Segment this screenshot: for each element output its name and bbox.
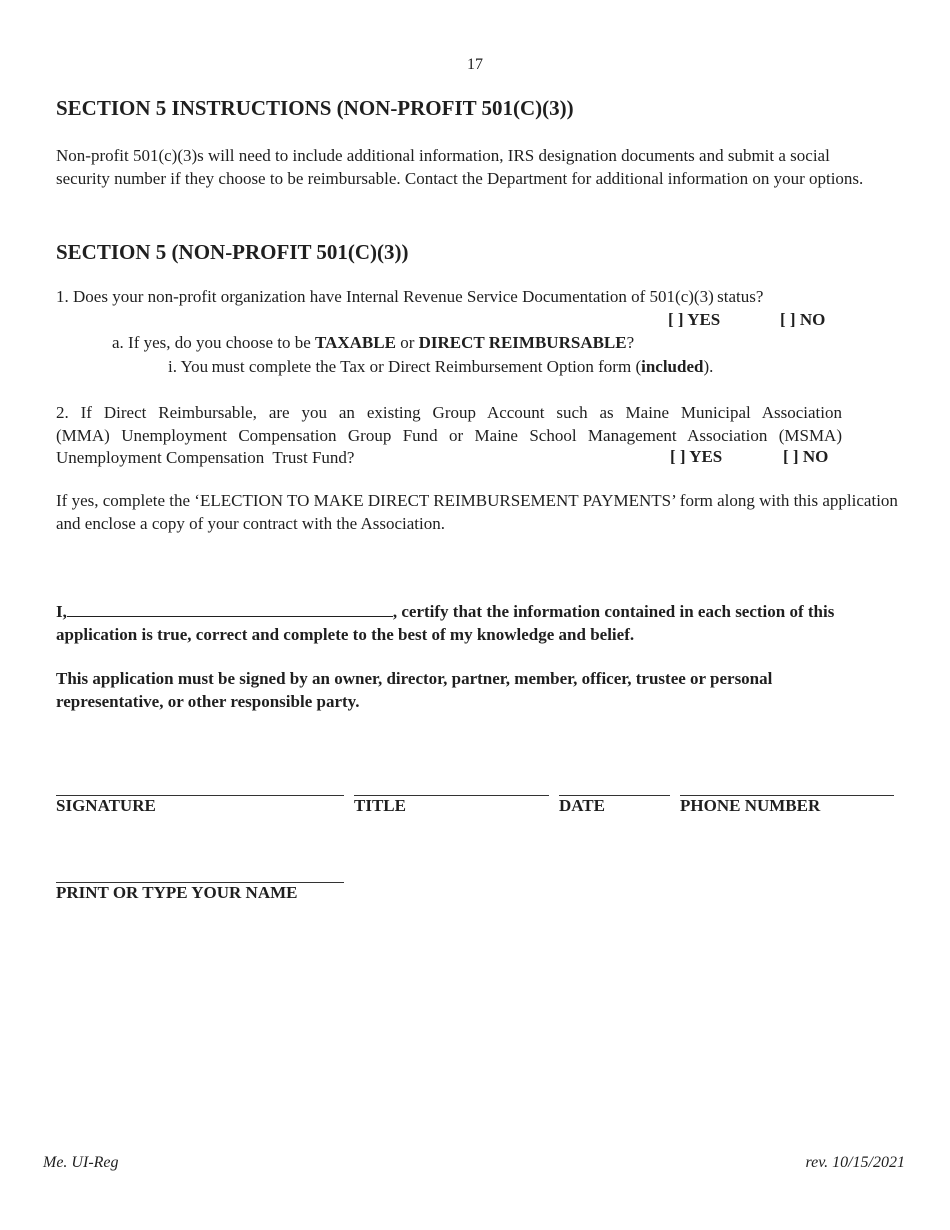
signature-label: SIGNATURE (56, 796, 156, 815)
q1-no-option[interactable]: [ ] NO (780, 310, 826, 329)
section-title: SECTION 5 (NON-PROFIT 501(C)(3)) (56, 240, 409, 264)
q1-yes-option[interactable]: [ ] YES (668, 310, 721, 329)
q1a-suffix: ? (626, 333, 635, 352)
phone-number-label: PHONE NUMBER (680, 796, 821, 815)
signer-note: This application must be signed by an owner, director, partner, member, officer, trustee or personal representative, or other responsible party. (56, 669, 773, 711)
q1a-direct: DIRECT REIMBURSABLE (418, 333, 627, 352)
q2-line-2: (MMA) Unemployment Compensation Group Fund or Maine School Management Association (MSMA) (56, 425, 842, 445)
footer-revision: rev. 10/15/2021 (805, 1154, 905, 1171)
q2-line-1: 2. If Direct Reimbursable, are you an existing Group Account such as Maine Municipal Association (56, 403, 842, 422)
q1a-or: or (395, 333, 419, 352)
q1a-taxable: TAXABLE (315, 333, 396, 352)
q1a-prefix: a. If yes, do you choose to be (112, 333, 316, 352)
cert-prefix: I, (56, 602, 67, 621)
footer-form-id: Me. UI-Reg (43, 1154, 119, 1171)
question-1a (112, 333, 634, 353)
certification-statement (56, 601, 886, 646)
q2-yes-option[interactable]: [ ] YES (670, 447, 723, 466)
q1ai-prefix: i. You must complete the Tax or Direct Reimbursement Option form ( (168, 357, 642, 376)
cert-suffix: , certify that the information contained in each section of this application is true, correct and complete to the best of my knowledge and belief. (56, 602, 835, 644)
instructions-body: Non-profit 501(c)(3)s will need to include additional information, IRS designation documents and submit a social security number if they choose to be reimbursable. Contact the Department for additional information on your options. (56, 146, 864, 188)
question-1-text: 1. Does your non-profit organization have Internal Revenue Service Documentation of 501(c)(3) status? (56, 287, 764, 306)
certifier-name-blank[interactable] (67, 602, 393, 617)
q1ai-suffix: ). (703, 357, 714, 376)
page-number: 17 (467, 56, 483, 73)
q1ai-included: included (641, 357, 704, 376)
date-label: DATE (559, 796, 605, 815)
q2-no-option[interactable]: [ ] NO (783, 447, 829, 466)
instructions-title: SECTION 5 INSTRUCTIONS (NON-PROFIT 501(C)(3)) (56, 96, 574, 120)
q2-line-3: Unemployment Compensation Trust Fund? (56, 448, 355, 467)
print-name-label: PRINT OR TYPE YOUR NAME (56, 883, 298, 902)
followup-instructions: If yes, complete the ‘ELECTION TO MAKE DIRECT REIMBURSEMENT PAYMENTS’ form along with this application and enclose a copy of your contract with the Association. (56, 491, 898, 533)
title-label: TITLE (354, 796, 406, 815)
question-1a-i (168, 357, 713, 377)
question-2 (56, 402, 842, 470)
